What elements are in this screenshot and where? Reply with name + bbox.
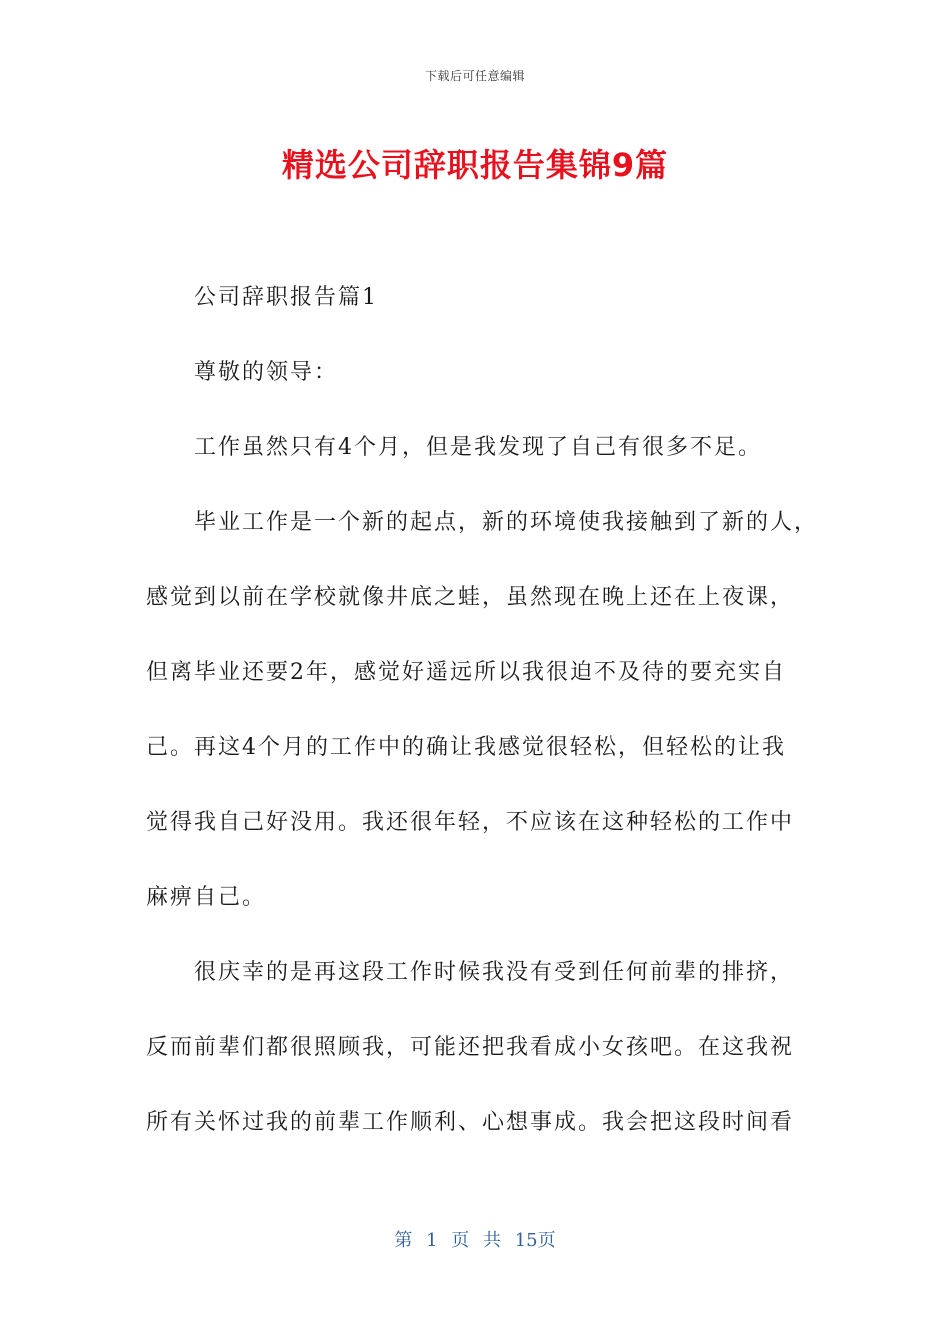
body-line: 反而前辈们都很照顾我，可能还把我看成小女孩吧。在这我祝 [146, 1035, 795, 1060]
header-note: 下载后可任意编辑 [424, 69, 525, 83]
page-number-footer: 第 1 页 共 15页 [394, 1230, 556, 1251]
body-line: 所有关怀过我的前辈工作顺利、心想事成。我会把这段时间看 [146, 1110, 795, 1135]
body-line: 感觉到以前在学校就像井底之蛙，虽然现在晚上还在上夜课， [146, 585, 795, 610]
body-line: 觉得我自己好没用。我还很年轻，不应该在这种轻松的工作中 [146, 810, 795, 835]
body-line: 麻痹自己。 [146, 885, 267, 910]
body-line: 公司辞职报告篇1 [194, 285, 378, 310]
document-title: 精选公司辞职报告集锦9篇 [281, 146, 669, 184]
body-line: 很庆幸的是再这段工作时候我没有受到任何前辈的排挤， [194, 960, 795, 985]
body-line: 毕业工作是一个新的起点，新的环境使我接触到了新的人， [194, 510, 819, 535]
body-line: 尊敬的领导： [194, 360, 339, 385]
body-line: 己。再这4个月的工作中的确让我感觉很轻松，但轻松的让我 [146, 735, 786, 760]
document-body [146, 260, 819, 1160]
body-line: 工作虽然只有4个月，但是我发现了自己有很多不足。 [194, 435, 762, 460]
body-line: 但离毕业还要2年，感觉好遥远所以我很迫不及待的要充实自 [146, 660, 786, 685]
